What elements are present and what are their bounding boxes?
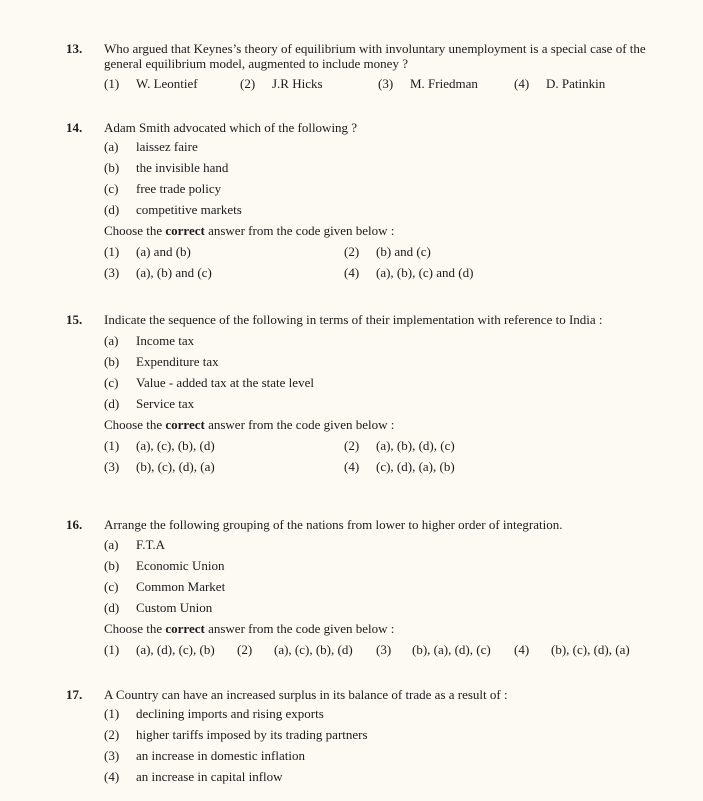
item-text: an increase in domestic inflation [136,748,305,763]
item-text: an increase in capital inflow [136,769,283,784]
option-label: (3) [104,459,120,474]
option-text: J.R Hicks [272,76,323,91]
list-item [104,745,666,766]
list-item [104,703,666,724]
item-label: (c) [104,375,119,390]
item-label: (3) [104,748,120,763]
item-label: (d) [104,202,120,217]
instruction-emphasis: correct [165,417,205,432]
list-item [104,157,666,178]
option-text: D. Patinkin [546,76,606,91]
item-text: declining imports and rising exports [136,706,324,721]
list-item [104,534,666,555]
instruction-text: Choose the [104,417,166,432]
list-item [104,178,666,199]
option-label: (2) [240,76,256,91]
item-label: (2) [104,727,120,742]
options-row [104,435,666,456]
item-text: Custom Union [136,600,213,615]
option-label: (2) [344,244,360,259]
option-text: (a), (c), (b), (d) [136,438,215,453]
options-row [104,73,666,94]
item-label: (a) [104,537,119,552]
question-15 [66,312,666,477]
instruction [104,618,666,639]
item-text: Service tax [136,396,195,411]
list-item [104,597,666,618]
item-label: (b) [104,558,120,573]
item-label: (a) [104,333,119,348]
item-text: Economic Union [136,558,225,573]
item-label: (1) [104,706,120,721]
item-label: (c) [104,181,119,196]
question-stem: Adam Smith advocated which of the following ? [104,120,358,135]
option-text: (c), (d), (a), (b) [376,459,455,474]
option-label: (4) [514,642,530,657]
option-label: (1) [104,244,120,259]
instruction-text: answer from the code given below : [204,223,395,238]
question-stem: A Country can have an increased surplus in its balance of trade as a result of : [104,687,508,702]
item-text: Income tax [136,333,195,348]
question-stem: Indicate the sequence of the following in terms of their implementation with reference to India : [104,312,603,327]
instruction-emphasis: correct [165,223,205,238]
instruction [104,414,666,435]
option-text: (a), (b), (d), (c) [376,438,455,453]
option-label: (3) [104,265,120,280]
question-stem: Who argued that Keynes’s theory of equilibrium with involuntary unemployment is a special case of the general equilibrium model, augmented to include money ? [104,41,646,71]
item-label: (c) [104,579,119,594]
option-text: (a), (d), (c), (b) [136,642,215,657]
option-text: (a), (b) and (c) [136,265,212,280]
question-number: 17. [66,687,83,702]
list-item [104,393,666,414]
instruction-emphasis: correct [165,621,205,636]
item-label: (d) [104,600,120,615]
option-text: W. Leontief [136,76,198,91]
question-stem: Arrange the following grouping of the nations from lower to higher order of integration. [104,517,563,532]
item-text: the invisible hand [136,160,229,175]
list-item [104,136,666,157]
option-text: (a), (b), (c) and (d) [376,265,474,280]
options-row [104,241,666,262]
instruction-text: answer from the code given below : [204,621,395,636]
option-label: (3) [376,642,392,657]
item-text: Common Market [136,579,226,594]
item-label: (a) [104,139,119,154]
item-text: free trade policy [136,181,222,196]
option-text: (b) and (c) [376,244,431,259]
list-item [104,724,666,745]
instruction-text: Choose the [104,621,166,636]
question-number: 14. [66,120,83,135]
question-number: 15. [66,312,83,327]
instruction-text: answer from the code given below : [204,417,395,432]
item-text: Value - added tax at the state level [136,375,314,390]
question-number: 16. [66,517,83,532]
option-label: (1) [104,438,120,453]
list-item [104,351,666,372]
question-17 [66,687,666,787]
list-item [104,576,666,597]
option-label: (4) [344,459,360,474]
item-text: Expenditure tax [136,354,219,369]
list-item [104,766,666,787]
option-text: (a) and (b) [136,244,191,259]
item-text: competitive markets [136,202,242,217]
item-text: F.T.A [136,537,166,552]
list-item [104,199,666,220]
question-14 [66,120,666,283]
question-16 [66,517,666,660]
option-label: (2) [344,438,360,453]
option-text: (b), (c), (d), (a) [136,459,215,474]
item-text: laissez faire [136,139,198,154]
instruction [104,220,666,241]
option-label: (3) [378,76,394,91]
option-text: (a), (c), (b), (d) [274,642,353,657]
question-number: 13. [66,41,83,56]
options-row [104,456,666,477]
option-label: (4) [344,265,360,280]
option-label: (2) [237,642,253,657]
option-text: M. Friedman [410,76,478,91]
option-label: (1) [104,642,120,657]
item-text: higher tariffs imposed by its trading partners [136,727,368,742]
list-item [104,372,666,393]
options-row [104,639,666,660]
options-row [104,262,666,283]
item-label: (b) [104,160,120,175]
instruction-text: Choose the [104,223,166,238]
item-label: (d) [104,396,120,411]
list-item [104,555,666,576]
item-label: (4) [104,769,120,784]
item-label: (b) [104,354,120,369]
list-item [104,330,666,351]
option-label: (1) [104,76,120,91]
option-text: (b), (a), (d), (c) [412,642,491,657]
option-label: (4) [514,76,530,91]
question-13 [66,41,666,94]
option-text: (b), (c), (d), (a) [551,642,630,657]
